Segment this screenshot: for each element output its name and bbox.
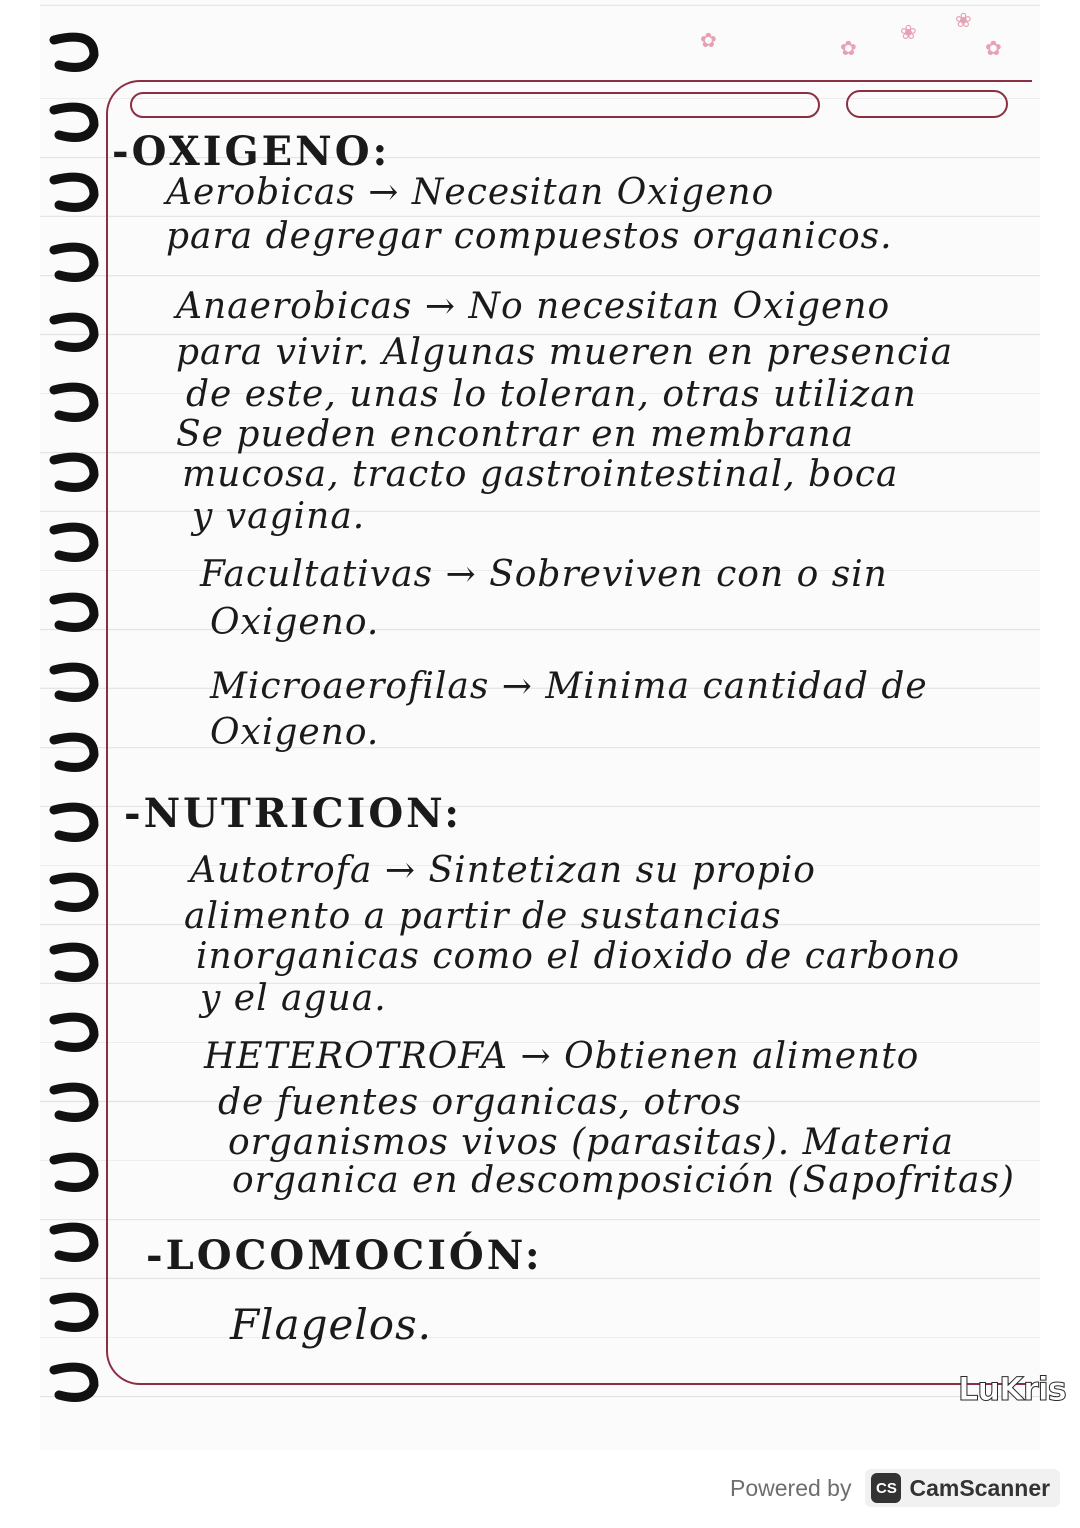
note-line: para vivir. Algunas mueren en presencia — [176, 332, 954, 373]
camscanner-logo-icon: CS — [871, 1473, 901, 1503]
camscanner-footer — [730, 1465, 1060, 1511]
flower-doodle-icon: ✿ — [840, 36, 857, 60]
note-line: Se pueden encontrar en membrana — [176, 414, 855, 455]
note-line: HETEROTROFA → Obtienen alimento — [204, 1036, 920, 1077]
flower-doodle-icon: ✿ — [985, 36, 1002, 60]
note-line: de este, unas lo toleran, otras utilizan — [186, 374, 917, 415]
header-pill-short — [846, 90, 1008, 118]
section-heading-locomocion: -LOCOMOCIÓN: — [146, 1232, 543, 1279]
note-line: y vagina. — [192, 496, 366, 537]
signature-stamp: LuKris — [958, 1370, 1066, 1408]
note-line: Aerobicas → Necesitan Oxigeno — [166, 172, 775, 213]
note-line: y el agua. — [200, 978, 387, 1019]
note-line: Facultativas → Sobreviven con o sin — [200, 554, 888, 595]
flower-doodle-icon: ❀ — [955, 8, 972, 32]
note-line: para degregar compuestos organicos. — [166, 216, 893, 257]
note-line: organica en descomposición (Sapofritas) — [232, 1160, 1015, 1201]
note-line: de fuentes organicas, otros — [218, 1082, 743, 1123]
note-line: Autotrofa → Sintetizan su propio — [190, 850, 816, 891]
camscanner-brand: CamScanner — [909, 1474, 1051, 1501]
note-line: inorganicas como el dioxido de carbono — [196, 936, 961, 977]
flower-doodle-icon: ✿ — [700, 28, 717, 52]
note-line: mucosa, tracto gastrointestinal, boca — [182, 454, 899, 495]
note-line: organismos vivos (parasitas). Materia — [228, 1122, 954, 1163]
note-line: Microaerofilas → Minima cantidad de — [210, 666, 928, 707]
header-pill-long — [130, 92, 820, 118]
powered-by-label: Powered by — [730, 1474, 852, 1501]
camscanner-badge — [865, 1469, 1060, 1507]
note-line: alimento a partir de sustancias — [184, 896, 782, 937]
note-line: Oxigeno. — [210, 602, 380, 643]
section-heading-oxigeno: -OXIGENO: — [112, 128, 391, 175]
note-line: Oxigeno. — [210, 712, 380, 753]
spiral-binding — [44, 20, 114, 1440]
flower-doodle-icon: ❀ — [900, 20, 917, 44]
note-line: Flagelos. — [230, 1300, 432, 1349]
note-line: Anaerobicas → No necesitan Oxigeno — [176, 286, 891, 327]
section-heading-nutricion: -NUTRICION: — [124, 790, 463, 837]
